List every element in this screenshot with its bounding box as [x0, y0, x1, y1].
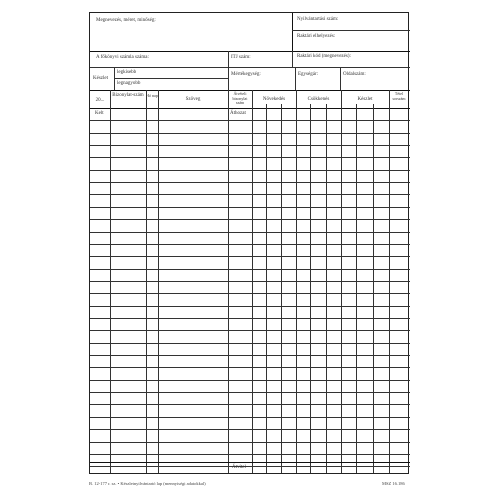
legnagyobb-label: legnagyobb [117, 81, 141, 86]
grid-row-line [90, 404, 410, 405]
raktari-elhelyezes-label: Raktári elhelyezés: [297, 34, 336, 39]
megnevezes-label: Megnevezés, méret, minőség: [96, 18, 156, 23]
col-csokkenes-header: Csökkenés [307, 97, 330, 102]
grid-row-line [90, 194, 410, 195]
col-honap-header: Hó nap [146, 93, 158, 98]
grid-row-line [90, 256, 410, 257]
col-tetel-header: Tétel sorszám [392, 91, 406, 101]
legkisebb-label: legkisebb [117, 70, 137, 75]
col-szoveg-header: Szöveg [185, 97, 201, 102]
grid-row-line [90, 466, 410, 467]
inventory-form [89, 12, 409, 474]
grid-row-line [90, 145, 410, 146]
header-divider-2 [90, 67, 410, 68]
grid-row-line [90, 133, 410, 134]
grid-row-line [90, 207, 410, 208]
athozat-label: Áthozat [230, 111, 246, 116]
header-vdivider-olds [340, 67, 341, 90]
col-keszlet-header: Készlet [357, 97, 373, 102]
grid-row-line [90, 281, 410, 282]
footer-right: MSZ 16.186 [382, 481, 405, 486]
col-novekedes-header: Növekedés [262, 97, 286, 102]
col-atveteli-header: Átvételi bizonylat szám [232, 91, 248, 105]
grid-total-line [90, 462, 410, 463]
grid-row-line [90, 157, 410, 158]
header-divider-1 [90, 51, 410, 52]
itj-szam-label: ITJ szám: [231, 55, 251, 60]
header-vdivider-mid-b [292, 51, 293, 67]
grid-row-line [90, 269, 410, 270]
atvitel-label: Átvitel [232, 465, 246, 470]
grid-row-line [90, 244, 410, 245]
grid-row-line [90, 232, 410, 233]
grid-row-line [90, 170, 410, 171]
grid-row-line [90, 330, 410, 331]
oldalszam-label: Oldalszám: [343, 72, 366, 77]
col-year-header: 20... [95, 98, 105, 103]
grid-row-line [90, 380, 410, 381]
grid-row-line [90, 306, 410, 307]
grid-row-line [90, 429, 410, 430]
table-header-bottom [90, 108, 410, 109]
grid-row-line [90, 343, 410, 344]
header-divider-3 [90, 90, 410, 91]
grid-row-line [90, 355, 410, 356]
foknyvi-szamla-label: A főkönyvi számla száma: [96, 55, 149, 60]
header-divider-right-1 [292, 30, 410, 31]
grid-row-line [90, 318, 410, 319]
grid-row-line [90, 293, 410, 294]
header-vdivider-mid-a [228, 51, 229, 67]
col-bizonylat-header: Bizonylat-szám [112, 93, 144, 98]
header-vdivider-mert [228, 67, 229, 90]
header-vdivider-top [292, 13, 293, 51]
grid-row-line [90, 454, 410, 455]
keszlet-label: Készlet [93, 76, 108, 81]
grid-row-line [90, 120, 410, 121]
raktari-kod-label: Raktári kód (megnevezés): [297, 54, 351, 59]
mertekegyseg-label: Mértékegység: [231, 72, 261, 77]
grid-row-line [90, 442, 410, 443]
nyilvantartasi-szam-label: Nyilvántartási szám: [297, 17, 339, 22]
kelt-label: Kelt [95, 111, 104, 116]
grid-row-line [90, 219, 410, 220]
grid-row-line [90, 417, 410, 418]
header-divider-keszlet [114, 78, 228, 79]
header-vdivider-egys [295, 67, 296, 90]
egysegar-label: Egységár: [298, 72, 318, 77]
grid-row-line [90, 392, 410, 393]
grid-row-line [90, 367, 410, 368]
footer-left: B. 12-177 r. sz. • Készletnyilvántartó lap (mennyiségi adatokkal) [89, 481, 206, 486]
grid-row-line [90, 182, 410, 183]
